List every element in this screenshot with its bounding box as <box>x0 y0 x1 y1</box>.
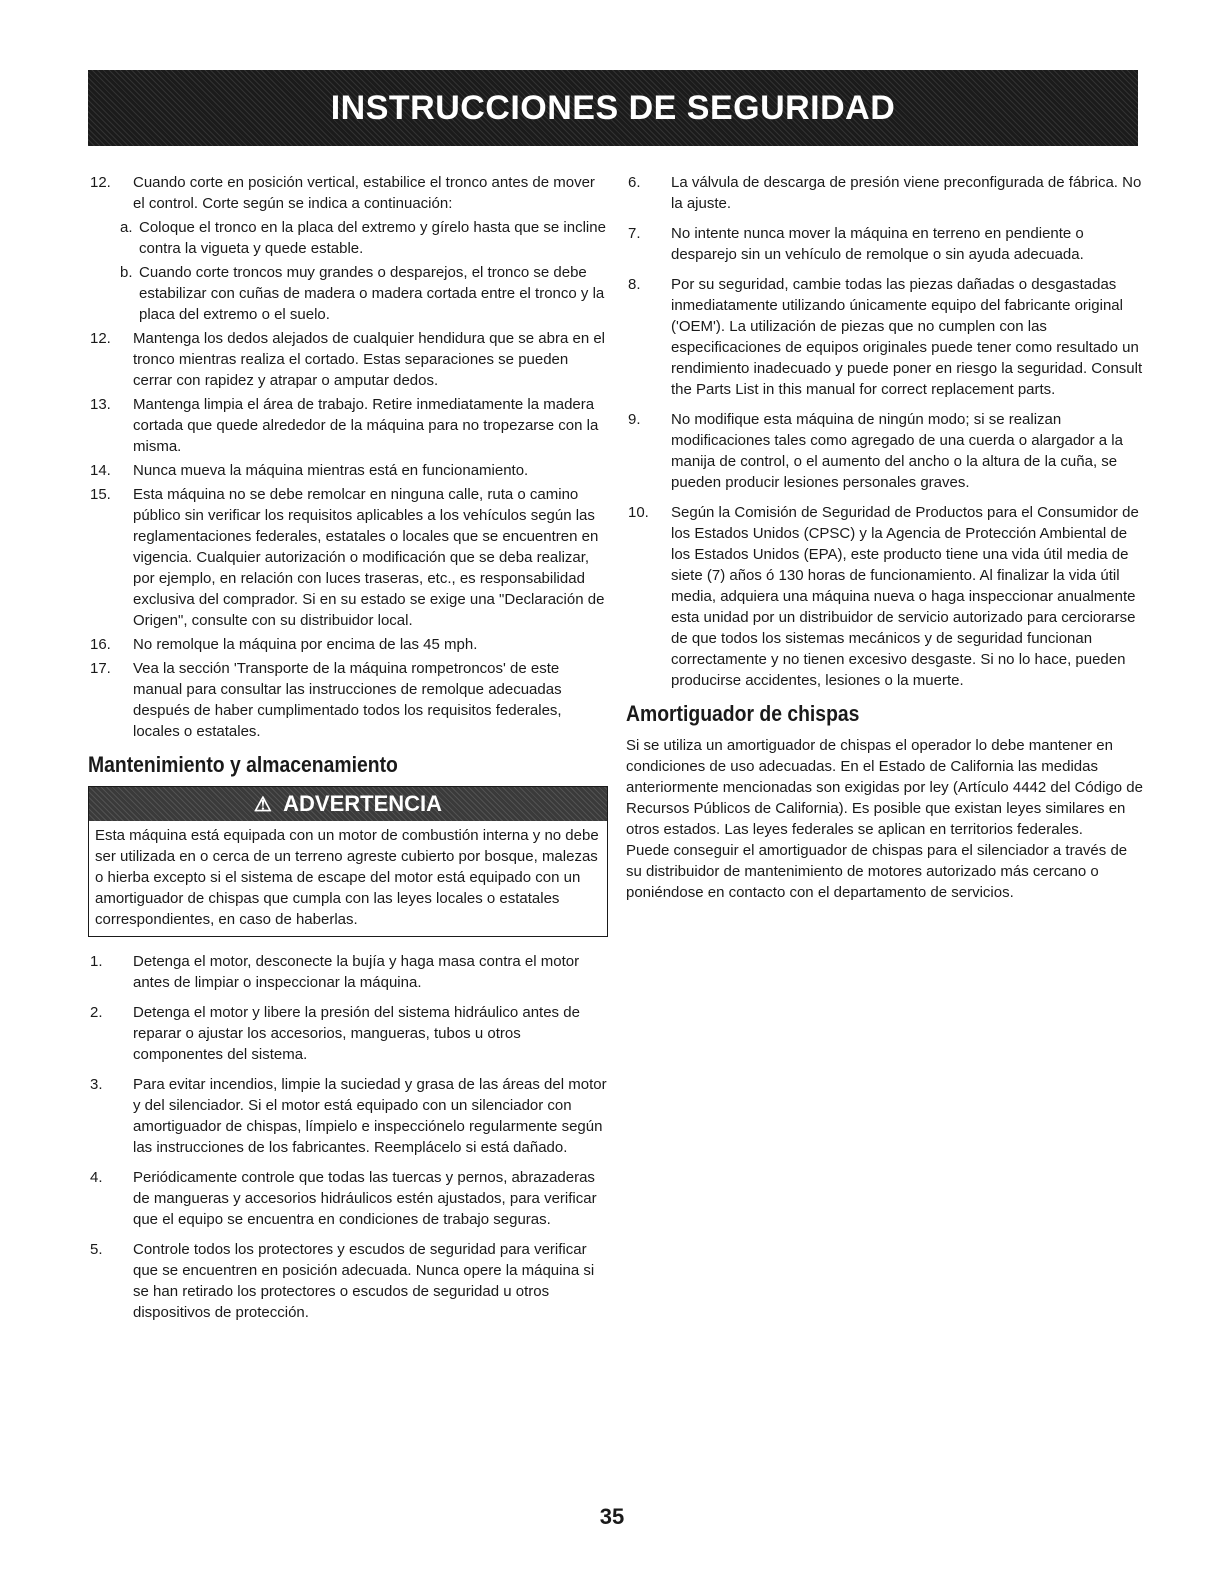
list-item <box>88 172 608 214</box>
item-text: No remolque la máquina por encima de las 45 mph. <box>133 636 478 653</box>
page-title: INSTRUCCIONES DE SEGURIDAD <box>330 89 896 127</box>
warning-text: Esta máquina está equipada con un motor de combustión interna y no debe ser utilizada en o cerca de un terreno agreste cubierto por bosque, malezas o hierba excepto si el sistema de escape del motor está equipado con un amortiguador de chispas que cumpla con las leyes locales o estatales correspondientes, en caso de haberlas. <box>95 827 599 928</box>
item-number: 14. <box>90 462 111 479</box>
item-number: 2. <box>90 1004 103 1021</box>
item-text: Vea la sección 'Transporte de la máquina rompetroncos' de este manual para consultar las instrucciones de remolque adecuadas después de haber cumplimentado todos los requisitos federales, locales o estatales. <box>133 660 562 740</box>
item-number: 7. <box>628 225 641 242</box>
item-text: Detenga el motor y libere la presión del sistema hidráulico antes de reparar o ajustar los accesorios, mangueras, tubos u otros componentes del sistema. <box>133 1004 580 1063</box>
item-number: 12. <box>90 330 111 347</box>
warning-header <box>89 787 607 821</box>
item-text: Mantenga limpia el área de trabajo. Retire inmediatamente la madera cortada que quede alrededor de la máquina para no tropezarse con la misma. <box>133 396 599 455</box>
list-item <box>88 328 608 391</box>
list-item <box>626 172 1146 214</box>
item-number: 15. <box>90 486 111 503</box>
item-text: Nunca mueva la máquina mientras está en funcionamiento. <box>133 462 529 479</box>
item-text: Cuando corte troncos muy grandes o desparejos, el tronco se debe estabilizar con cuñas de madera o madera cortada entre el tronco y la placa del extremo o el suelo. <box>139 264 605 323</box>
warning-box <box>88 786 608 937</box>
item-number: 13. <box>90 396 111 413</box>
right-column <box>626 172 1146 903</box>
item-text: Cuando corte en posición vertical, estabilice el tronco antes de mover el control. Corte según se indica a continuación: <box>133 174 595 212</box>
item-number: 8. <box>628 276 641 293</box>
item-text: Para evitar incendios, limpie la suciedad y grasa de las áreas del motor y del silenciador. Si el motor está equipado con un silenciador con amortiguador de chispas, límpielo e inspecciónelo regularmente según las instrucciones de los fabricantes. Reemplácelo si está dañado. <box>133 1076 607 1156</box>
page-number: 35 <box>599 1504 625 1529</box>
section-heading-spark-arrester: Amortiguador de chispas <box>626 701 860 726</box>
item-text: No modifique esta máquina de ningún modo; si se realizan modificaciones tales como agregado de una cuerda o alargador a la manija de control, o el aumento del ancho o la altura de la cuña, se pueden producir lesiones personales graves. <box>671 411 1123 491</box>
item-number: b. <box>120 264 133 281</box>
item-text: Controle todos los protectores y escudos de seguridad para verificar que se encuentren en posición adecuada. Nunca opere la máquina si se han retirado los protectores o escudos de seguridad u otros dispositivos de protección. <box>133 1241 595 1321</box>
item-number: 10. <box>628 504 649 521</box>
maintenance-list <box>88 951 608 1323</box>
item-text: Coloque el tronco en la placa del extremo y gírelo hasta que se incline contra la vigueta y quede estable. <box>139 219 606 257</box>
item-number: 6. <box>628 174 641 191</box>
warning-triangle-icon: ⚠ <box>253 794 272 816</box>
sub-list-item <box>88 217 608 259</box>
list-item <box>626 223 1146 265</box>
list-item <box>88 951 608 993</box>
list-item <box>88 1167 608 1230</box>
item-number: 3. <box>90 1076 103 1093</box>
item-text: Esta máquina no se debe remolcar en ninguna calle, ruta o camino público sin verificar los requisitos aplicables a los vehículos según las reglamentaciones federales, estatales o locales que se encuentren en vigencia. Cualquier autorización o modificación que se deba realizar, por ejemplo, en relación con luces traseras, etc., es responsabilidad exclusiva del comprador. Si en su estado se exige una "Declaración de Origen", consulte con su distribuidor local. <box>133 486 605 629</box>
list-item <box>88 1002 608 1065</box>
spark-paragraph-2: Puede conseguir el amortiguador de chispas para el silenciador a través de su distribuidor de mantenimiento de motores autorizado más cercano o poniéndose en contacto con el departamento de servicios. <box>626 842 1128 901</box>
list-item <box>88 634 608 655</box>
list-item <box>88 658 608 742</box>
list-item <box>626 409 1146 493</box>
sub-list-item <box>88 262 608 325</box>
right-list <box>626 172 1146 691</box>
item-text: No intente nunca mover la máquina en terreno en pendiente o desparejo sin un vehículo de remolque o sin ayuda adecuada. <box>671 225 1084 263</box>
list-item <box>88 1074 608 1158</box>
list-item <box>88 484 608 631</box>
item-text: Mantenga los dedos alejados de cualquier hendidura que se abra en el tronco mientras realiza el cortado. Estas separaciones se pueden cerrar con rapidez y atrapar o amputar dedos. <box>133 330 606 389</box>
item-number: 1. <box>90 953 103 970</box>
list-item <box>88 1239 608 1323</box>
item-text: Según la Comisión de Seguridad de Productos para el Consumidor de los Estados Unidos (CPSC) y la Agencia de Protección Ambiental de los Estados Unidos (EPA), este producto tiene una vida útil media de siete (7) años ó 130 horas de funcionamiento. Al finalizar la vida útil media, adquiera una máquina nueva o haga inspeccionar anualmente esta unidad por un distribuidor de servicio autorizado para cerciorarse de que todos los sistemas mecánicos y de seguridad funcionan correctamente y no tienen excesivo desgaste. Si no lo hace, pueden producirse accidentes, lesiones o la muerte. <box>671 504 1139 689</box>
list-item <box>88 460 608 481</box>
top-list <box>88 172 608 742</box>
page-header-banner <box>88 70 1138 146</box>
item-number: a. <box>120 219 133 236</box>
item-text: Por su seguridad, cambie todas las piezas dañadas o desgastadas inmediatamente utilizando únicamente equipo del fabricante original ('OEM'). La utilización de piezas que no cumplen con las especificaciones de equipos originales puede tener como resultado un rendimiento inadecuado y puede poner en riesgo la seguridad. Consult the Parts List in this manual for correct replacement parts. <box>671 276 1143 398</box>
list-item <box>626 274 1146 400</box>
item-number: 12. <box>90 174 111 191</box>
item-number: 5. <box>90 1241 103 1258</box>
item-number: 9. <box>628 411 641 428</box>
list-item <box>88 394 608 457</box>
item-number: 17. <box>90 660 111 677</box>
section-heading-maintenance: Mantenimiento y almacenamiento <box>88 752 398 777</box>
item-number: 4. <box>90 1169 103 1186</box>
list-item <box>626 502 1146 691</box>
item-text: Detenga el motor, desconecte la bujía y haga masa contra el motor antes de limpiar o inspeccionar la máquina. <box>133 953 580 991</box>
left-column <box>88 172 608 1332</box>
item-number: 16. <box>90 636 111 653</box>
warning-label: ADVERTENCIA <box>283 791 443 816</box>
spark-paragraph-1: Si se utiliza un amortiguador de chispas el operador lo debe mantener en condiciones de uso adecuadas. En el Estado de California las medidas anteriormente mencionadas son exigidas por ley (Artículo 4442 del Código de Recursos Públicos de California). Es posible que existan leyes similares en otros estados. Las leyes federales se aplican en territorios federales. <box>626 737 1143 838</box>
item-text: La válvula de descarga de presión viene preconfigurada de fábrica. No la ajuste. <box>671 174 1142 212</box>
item-text: Periódicamente controle que todas las tuercas y pernos, abrazaderas de mangueras y accesorios hidráulicos estén ajustados, para verificar que el equipo se encuentra en condiciones de trabajo seguras. <box>133 1169 597 1228</box>
